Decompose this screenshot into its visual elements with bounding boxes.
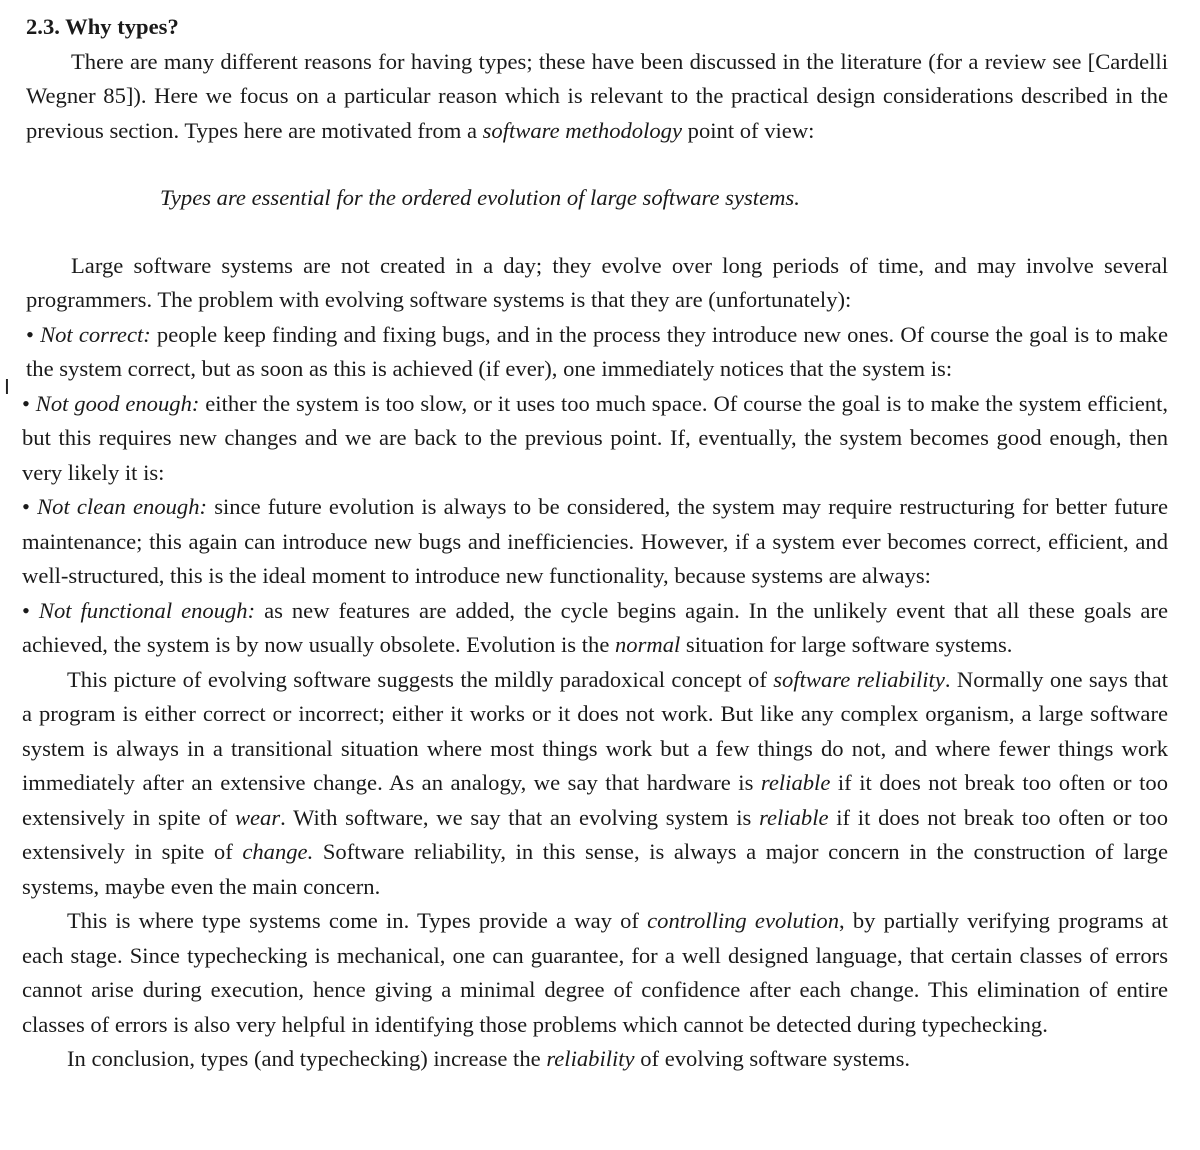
- text-cursor-icon: I: [4, 375, 10, 399]
- bullet-not-correct: [26, 318, 1168, 387]
- emphasis-reliability: reliability: [546, 1046, 635, 1071]
- text-run: This is where type systems come in. Types provide a way of: [67, 908, 648, 933]
- bullet-tail: situation for large software systems.: [680, 632, 1013, 657]
- paragraph-large-systems: Large software systems are not created in a day; they evolve over long periods of time, and may involve several programmers. The problem with evolving software systems is that they are (unfortunately):: [26, 252, 1168, 312]
- bullet-marker: •: [22, 494, 30, 519]
- text-run: In conclusion, types (and typechecking) increase the: [67, 1046, 547, 1071]
- bullet-text: either the system is too slow, or it uses too much space. Of course the goal is to make the system efficient, but this requires new changes and we are back to the previous point. If, eventually, the system becomes good enough, then very likely it is:: [22, 390, 1168, 485]
- bullet-not-functional-enough: [22, 594, 1168, 663]
- bullet-not-clean-enough: [22, 490, 1168, 594]
- text-run: This picture of evolving software suggests the mildly paradoxical concept of: [67, 666, 774, 692]
- bullet-text: as new features are added, the cycle begins again. In the unlikely event that all these goals are achieved, the system is by now usually obsolete. Evolution is the: [22, 597, 1168, 657]
- bullet-not-good-enough: [22, 387, 1168, 491]
- text-run: . Normally one says that a program is either correct or incorrect; either it works or it does not work. But like any complex organism, a large software system is always in a transitional situation where most things work but a few things do not, and where fewer things work immediately after an extensive change. As an analogy, we say that hardware is: [22, 666, 1168, 795]
- text-run: if it does not break too often or too extensively in spite of: [22, 804, 1169, 864]
- emphasis-software-reliability: software reliability: [773, 666, 945, 692]
- emphasis-reliable: reliable: [759, 804, 829, 830]
- text-run: . With software, we say that an evolving system is: [280, 804, 760, 830]
- paragraph-intro-tail: point of view:: [682, 117, 815, 143]
- emphasis-wear: wear: [234, 804, 281, 830]
- emphasis-change: change.: [242, 839, 314, 864]
- bullet-marker: •: [22, 390, 30, 416]
- text-run: if it does not break too often or too extensively in spite of: [22, 770, 1168, 830]
- document-page: [22, 10, 1168, 1077]
- bullet-term: Not clean enough:: [37, 494, 208, 519]
- bullet-text: people keep finding and fixing bugs, and in the process they introduce new ones. Of course the goal is to make the system correct, but as soon as this is achieved (if ever), one immediately notices that the system is:: [26, 321, 1168, 381]
- bullet-text: since future evolution is always to be considered, the system may require restructuring for better future maintenance; this again can introduce new bugs and inefficiencies. However, if a system ever becomes correct, efficient, and well-structured, this is the ideal moment to introduce new functionality, because systems are always:: [22, 494, 1168, 588]
- emphasis-software-methodology: software methodology: [482, 117, 682, 143]
- bullet-term: Not correct:: [40, 321, 151, 347]
- emphasis-normal: normal: [615, 632, 681, 657]
- text-run: , by partially verifying programs at each stage. Since typechecking is mechanical, one can guarantee, for a well designed language, that certain classes of errors cannot arise during execution, hence giving a minimal degree of confidence after each change. This elimination of entire classes of errors is also very helpful in identifying those problems which cannot be detected during typechecking.: [22, 908, 1168, 1037]
- text-run: of evolving software systems.: [634, 1046, 911, 1071]
- bullet-marker: •: [22, 597, 30, 623]
- text-run: Software reliability, in this sense, is always a major concern in the construction of large systems, maybe even the main concern.: [22, 839, 1168, 899]
- paragraph-intro-text: There are many different reasons for having types; these have been discussed in the literature (for a review see [Cardelli Wegner 85]). Here we focus on a particular reason which is relevant to the practical design considerations described in the previous section. Types here are motivated from a: [26, 48, 1168, 143]
- paragraph-type-systems: [22, 904, 1168, 1042]
- thesis-statement: Types are essential for the ordered evolution of large software systems.: [160, 185, 800, 210]
- bullet-term: Not good enough:: [35, 390, 200, 416]
- paragraph-intro: [26, 45, 1168, 149]
- emphasis-controlling-evolution: controlling evolution: [647, 908, 840, 933]
- bullet-term: Not functional enough:: [38, 597, 256, 623]
- section-heading: 2.3. Why types?: [26, 14, 179, 39]
- paragraph-reliability: [22, 663, 1168, 905]
- emphasis-reliable: reliable: [760, 770, 831, 795]
- paragraph-conclusion: [22, 1042, 1168, 1077]
- bullet-marker: •: [26, 321, 34, 347]
